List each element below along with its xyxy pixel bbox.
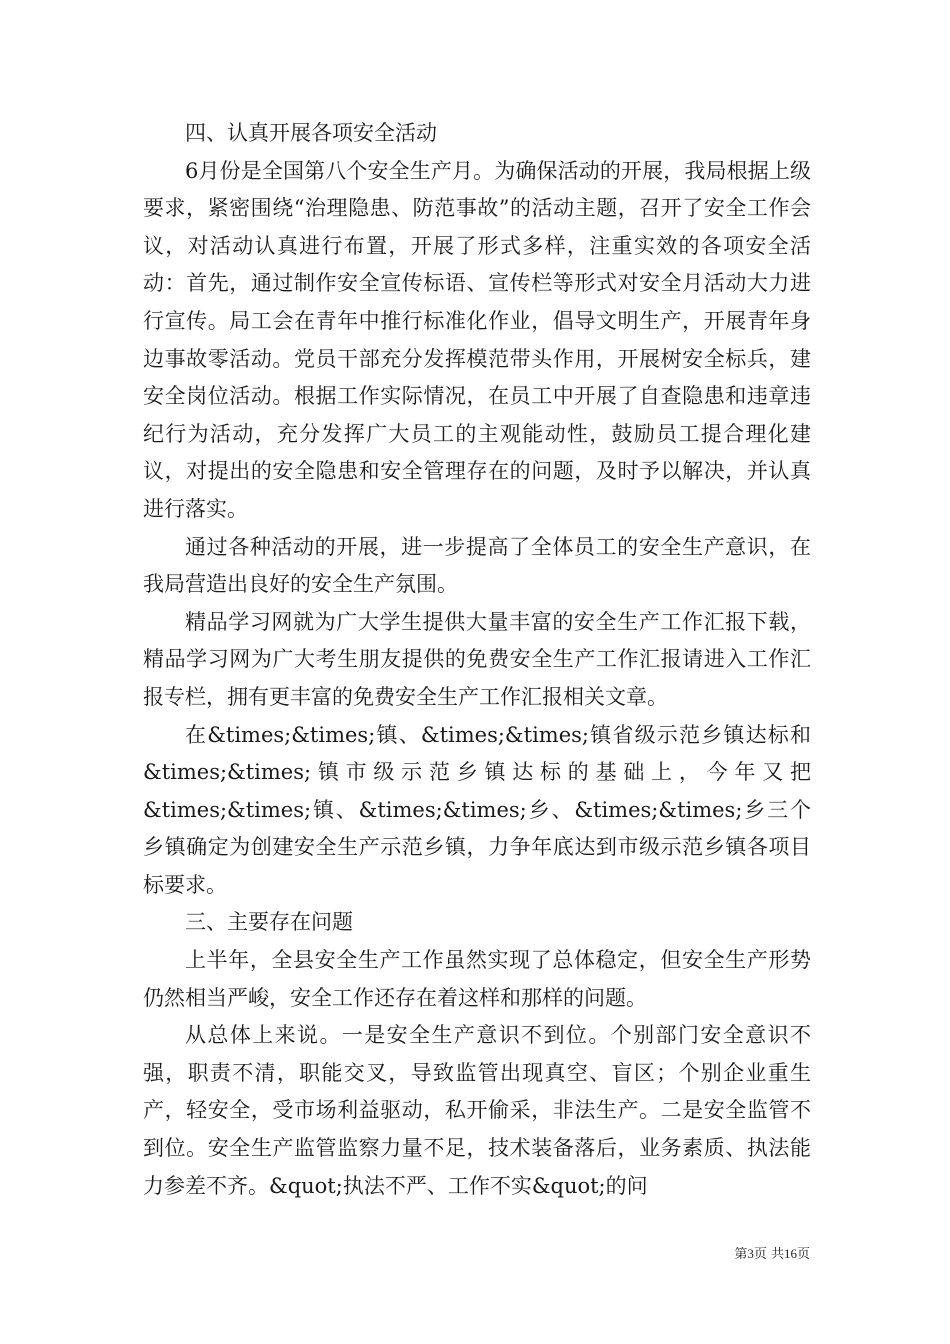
body-text: [143, 115, 811, 1205]
paragraph: 上半年，全县安全生产工作虽然实现了总体稳定，但安全生产形势仍然相当严峻，安全工作还存在着这样和那样的问题。: [143, 948, 811, 1010]
footer-prefix: 第: [734, 1247, 748, 1262]
total-pages-number: 16: [783, 1246, 797, 1261]
current-page-number: 3: [747, 1246, 754, 1261]
paragraph: 6月份是全国第八个安全生产月。为确保活动的开展，我局根据上级要求，紧密围绕“治理隐患、防范事故”的活动主题，召开了安全工作会议，对活动认真进行布置，开展了形式多样，注重实效的各项安全活动：首先，通过制作安全宣传标语、宣传栏等形式对安全月活动大力进行宣传。局工会在青年中推行标准化作业，倡导文明生产，开展青年身边事故零活动。党员干部充分发挥模范带头作用，开展树安全标兵，建安全岗位活动。根据工作实际情况，在员工中开展了自查隐患和违章违纪行为活动，充分发挥广大员工的主观能动性，鼓励员工提合理化建议，对提出的安全隐患和安全管理存在的问题，及时予以解决，并认真进行落实。: [143, 158, 811, 521]
page-footer: [640, 1243, 810, 1262]
section-heading-problems: 三、主要存在问题: [185, 910, 353, 935]
paragraph: 从总体上来说。一是安全生产意识不到位。个别部门安全意识不强，职责不清，职能交叉，导致监管出现真空、盲区；个别企业重生产，轻安全，受市场利益驱动，私开偷采，非法生产。二是安全监管不到位。安全生产监管监察力量不足，技术装备落后，业务素质、执法能力参差不齐。&quot;执法不严、工作不实&quot;的问: [143, 1023, 811, 1198]
paragraph: 通过各种活动的开展，进一步提高了全体员工的安全生产意识，在我局营造出良好的安全生产氛围。: [143, 534, 811, 597]
footer-suffix: 页: [796, 1247, 810, 1262]
section-heading-activities: 四、认真开展各项安全活动: [185, 121, 437, 145]
paragraph: 精品学习网就为广大学生提供大量丰富的安全生产工作汇报下载，精品学习网为广大考生朋友提供的免费安全生产工作汇报请进入工作汇报专栏，拥有更丰富的免费安全生产工作汇报相关文章。: [143, 609, 811, 709]
footer-middle: 页 共: [753, 1247, 784, 1262]
paragraph: 在&times;&times;镇、&times;&times;镇省级示范乡镇达标和&times;&times;镇市级示范乡镇达标的基础上，今年又把&times;&times;镇、&times;&times;乡、&times;&times;乡三个乡镇确定为创建安全生产示范乡镇，力争年底达到市级示范乡镇各项目标要求。: [143, 722, 811, 897]
